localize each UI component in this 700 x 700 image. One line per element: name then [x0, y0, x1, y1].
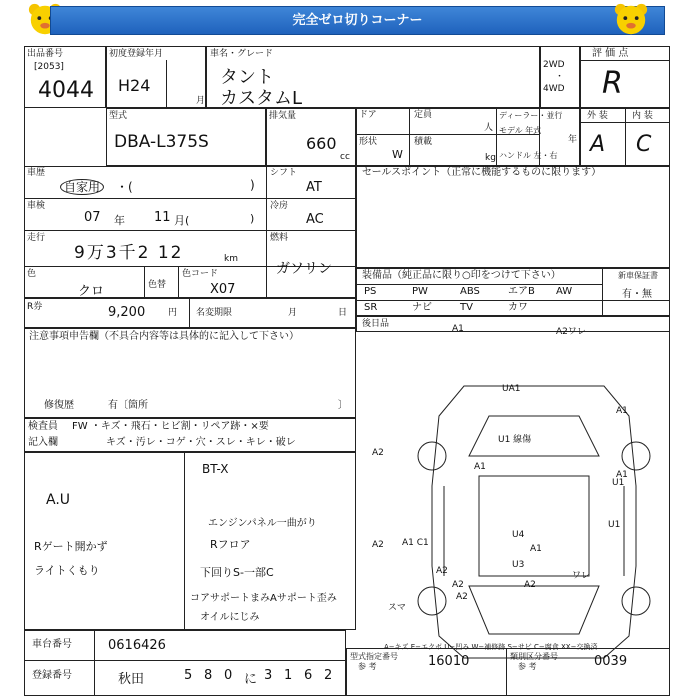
body-value: W — [392, 148, 403, 161]
inspect-month: 11 — [154, 210, 171, 225]
remark-right3: Rフロア — [210, 538, 251, 551]
model-label: 車名・グレード — [210, 49, 274, 59]
repaint-label: 色替 — [148, 280, 167, 290]
inspector-row1: FW ・キズ・飛石・ヒビ割・リペア跡・×要 — [72, 421, 269, 432]
meishou-month: 月 — [288, 308, 298, 318]
damage-mark: スマ — [388, 603, 406, 613]
damage-mark: U1 線傷 — [498, 435, 532, 445]
footer-left-box — [24, 630, 346, 696]
fuel-label: 燃料 — [270, 233, 289, 243]
history-label: 車歴 — [27, 168, 46, 178]
spec-label: 型式指定番号 — [350, 652, 398, 661]
handle-label: ハンドル 左・右 — [499, 151, 558, 160]
plate-digit: 3 — [264, 668, 273, 683]
lot-sub: [2053] — [34, 62, 64, 72]
remark-left2: Rゲート開かず — [34, 540, 108, 553]
rear-box — [356, 316, 670, 332]
equipment-label: 装備品（純正品に限り○印をつけて下さい） — [362, 270, 561, 281]
plate-area: 秋田 — [118, 672, 145, 687]
rear-label: 後日品 — [362, 319, 390, 329]
first-reg-label: 初度登録年月 — [109, 49, 164, 59]
grade-label: 評 価 点 — [592, 48, 629, 59]
meishou-day: 日 — [338, 308, 348, 318]
car-roof — [479, 476, 589, 576]
drive-dot: ・ — [555, 72, 565, 82]
history-rest: ・( — [116, 180, 133, 194]
displacement-label: 排気量 — [269, 111, 297, 121]
damage-mark: U1 — [608, 520, 621, 530]
door-label: ドア — [359, 110, 377, 120]
damage-mark: U3 — [512, 560, 525, 570]
remark-left3: ライトくもり — [34, 564, 100, 577]
remark-right2: エンジンパネル一曲がり — [208, 518, 317, 529]
damage-mark: A2 — [372, 448, 384, 458]
damage-mark: A1 — [452, 324, 464, 334]
drive-2wd: 2WD — [543, 60, 565, 70]
mileage-unit: km — [224, 254, 238, 264]
damage-mark: ワレ — [572, 571, 591, 581]
inspect-close: ) — [250, 212, 255, 225]
plate-digit: 8 — [204, 668, 213, 683]
repair-close: 〕 — [338, 400, 348, 411]
model-line1: タント — [220, 67, 274, 88]
inspector-label1: 検査員 — [28, 421, 58, 432]
damage-mark: A1 — [530, 544, 542, 554]
color-label: 色 — [27, 269, 37, 279]
shift-value: AT — [306, 180, 322, 195]
mileage-label: 走行 — [27, 233, 46, 243]
color-value: クロ — [78, 284, 105, 299]
inspect-year: 07 — [84, 210, 101, 225]
history-close: ) — [250, 178, 255, 192]
ac-label: 冷房 — [270, 201, 289, 211]
capacity-label: 定員 — [414, 110, 433, 120]
displacement-unit: cc — [340, 152, 350, 162]
color-code-label: 色コード — [182, 269, 219, 279]
equipment-row1-item: PS — [364, 286, 377, 297]
repair-label: 修復歴 — [44, 400, 74, 411]
inspect-year-unit: 年 — [114, 214, 125, 227]
repair-value: 有〔箇所 — [108, 400, 148, 411]
first-reg-month-unit: 月 — [196, 96, 206, 106]
lot-number: 4044 — [38, 78, 94, 103]
drive-4wd: 4WD — [543, 84, 565, 94]
inspector-row2: キズ・汚レ・コゲ・穴・スレ・キレ・破レ — [106, 437, 296, 448]
equipment-row1-item: ABS — [460, 286, 480, 297]
notes-label: 注意事項申告欄（不具合内容等は具体的に記入して下さい） — [29, 331, 299, 342]
equipment-row2-item: カワ — [508, 302, 528, 313]
plate-digit: 1 — [284, 668, 293, 683]
sales-label: セールスポイント（正常に機能するものに限ります） — [362, 167, 602, 178]
shift-label: シフト — [270, 168, 298, 178]
model-year-unit: 年 — [568, 135, 578, 145]
damage-mark: A2 — [372, 540, 384, 550]
exterior-label: 外 装 — [587, 111, 608, 121]
plate-label: 登録番号 — [32, 670, 72, 681]
equipment-row1-item: エアB — [508, 286, 535, 297]
wheel-front-right — [622, 442, 650, 470]
diagram-legend: A−キズ E−エクボ U−凹み W−補修跡 S−サビ C−腐食 XX−交換済 — [384, 643, 598, 651]
type-label: 型式 — [109, 111, 128, 121]
page-banner: 完全ゼロ切りコーナー — [50, 6, 665, 35]
car-body-outline — [432, 386, 636, 658]
history-value: 自家用 — [60, 179, 104, 195]
lot-label: 出品番号 — [27, 49, 64, 59]
grade-value: R — [602, 66, 623, 101]
wheel-front-left — [418, 442, 446, 470]
damage-mark: U1 — [612, 478, 625, 488]
plate-digit: 2 — [324, 668, 333, 683]
car-hood — [469, 416, 599, 456]
class-ref: 参 考 — [518, 662, 537, 671]
recycle-unit: 円 — [168, 308, 178, 318]
interior-value: C — [636, 132, 652, 157]
model-year-label: モデル 年式 — [499, 126, 542, 135]
equipment-row1-item: PW — [412, 286, 428, 297]
remark-right5: コアサポートまみAサポート歪み — [190, 593, 337, 604]
warranty-value: 有・無 — [622, 289, 652, 300]
recycle-box — [24, 298, 356, 328]
ac-value: AC — [306, 212, 324, 227]
equipment-row2-item: ナビ — [412, 302, 432, 313]
damage-mark: A2ワレ — [556, 327, 586, 337]
damage-mark: A2 — [456, 592, 468, 602]
class-label: 類別区分番号 — [510, 652, 558, 661]
damage-mark: A2 — [436, 566, 448, 576]
remark-right4: 下回りS-一部C — [200, 566, 274, 579]
inspector-label2: 記入欄 — [28, 437, 58, 448]
fuel-value: ガソリン — [276, 261, 332, 277]
chassis-label: 車台番号 — [32, 639, 72, 650]
damage-mark: U4 — [512, 530, 525, 540]
damage-mark: A1 — [474, 462, 486, 472]
equipment-row2-item: TV — [460, 302, 473, 313]
plate-digit: に — [244, 672, 258, 687]
damage-mark: A2 — [452, 580, 464, 590]
wheel-rear-left — [418, 587, 446, 615]
damage-mark: UA1 — [502, 384, 521, 394]
remark-right1: BT-X — [202, 462, 229, 476]
equipment-row1-item: AW — [556, 286, 573, 297]
recycle-label: R券 — [27, 302, 43, 312]
spec-ref: 参 考 — [358, 662, 377, 671]
wheel-rear-right — [622, 587, 650, 615]
remark-left1: A.U — [46, 492, 71, 508]
plate-digit: 5 — [184, 668, 193, 683]
remark-right6: オイルにじみ — [200, 612, 260, 623]
sales-box — [356, 166, 670, 268]
dealer-label: ディーラー・並行 — [499, 111, 563, 120]
first-reg-year: H24 — [118, 76, 151, 95]
load-unit: kg — [485, 153, 496, 163]
equipment-row2-item: SR — [364, 302, 378, 313]
warranty-label: 新車保証書 — [618, 271, 658, 280]
plate-digit: 0 — [224, 668, 233, 683]
chassis-value: 0616426 — [108, 638, 166, 653]
mileage-value: 9万3千2 12 — [74, 243, 184, 263]
inspect-label: 車検 — [27, 201, 46, 211]
damage-mark: A2 — [524, 580, 536, 590]
damage-mark: A1 — [616, 406, 628, 416]
exterior-value: A — [590, 132, 606, 157]
type-value: DBA-L375S — [114, 132, 209, 152]
displacement-value: 660 — [306, 134, 337, 153]
damage-mark: A1 C1 — [402, 538, 429, 548]
class-value: 0039 — [594, 654, 628, 669]
recycle-value: 9,200 — [108, 305, 146, 320]
meishou-label: 名変期限 — [196, 308, 233, 318]
model-line2: カスタムL — [220, 88, 303, 109]
mascot-bear-right-icon — [612, 2, 650, 38]
spec-value: 16010 — [428, 654, 470, 669]
car-rear — [469, 586, 599, 634]
auction-sheet — [24, 46, 670, 696]
color-code: X07 — [210, 282, 236, 297]
body-label: 形状 — [359, 137, 378, 147]
interior-label: 内 装 — [632, 111, 653, 121]
capacity-unit: 人 — [484, 123, 494, 133]
plate-digit: 6 — [304, 668, 313, 683]
load-label: 積載 — [414, 137, 433, 147]
car-diagram — [404, 376, 670, 666]
damage-mark: A1 — [616, 470, 628, 480]
inspect-month-unit: 月( — [174, 214, 190, 227]
